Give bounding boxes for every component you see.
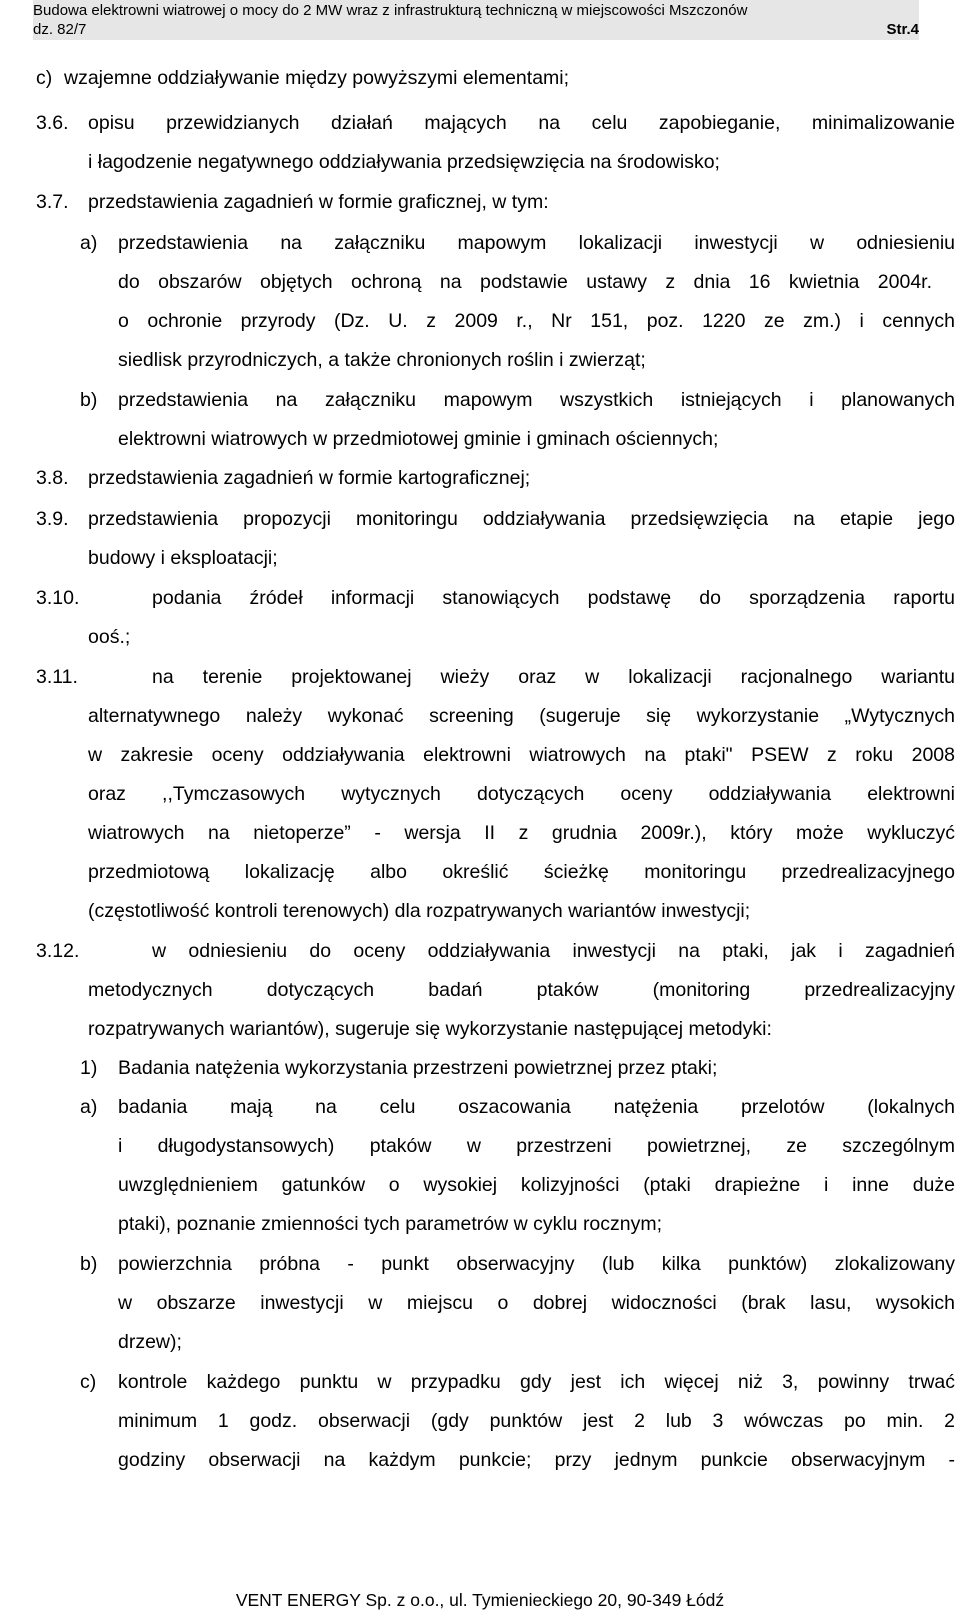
paragraph-line: przedmiotową lokalizację albo określić ścieżkę monitoringu przedrealizacyjnego bbox=[88, 861, 955, 883]
paragraph-line: kontrole każdego punktu w przypadku gdy jest ich więcej niż 3, powinny trwać bbox=[118, 1371, 955, 1393]
paragraph-line: ptaki), poznanie zmienności tych parametrów w cyklu rocznym; bbox=[118, 1213, 663, 1235]
paragraph-line: godziny obserwacji na każdym punkcie; przy jednym punkcie obserwacyjnym - bbox=[118, 1449, 955, 1471]
paragraph-line: w obszarze inwestycji w miejscu o dobrej widoczności (brak lasu, wysokich bbox=[118, 1292, 955, 1314]
section-number: 3.6. bbox=[36, 112, 69, 134]
paragraph-line: przedstawienia zagadnień w formie kartograficznej; bbox=[88, 467, 531, 489]
paragraph-line: minimum 1 godz. obserwacji (gdy punktów jest 2 lub 3 wówczas po min. 2 bbox=[118, 1410, 955, 1432]
paragraph-line: przedstawienia zagadnień w formie graficznej, w tym: bbox=[88, 191, 549, 213]
paragraph-line: opisu przewidzianych działań mających na celu zapobieganie, minimalizowanie bbox=[88, 112, 955, 134]
section-number: 3.7. bbox=[36, 191, 69, 213]
paragraph-line: ooś.; bbox=[88, 626, 131, 648]
section-number: 3.10. bbox=[36, 587, 80, 609]
paragraph-line: o ochronie przyrody (Dz. U. z 2009 r., Nr 151, poz. 1220 ze zm.) i cennych bbox=[118, 310, 955, 332]
list-label: c) bbox=[80, 1371, 97, 1393]
paragraph-line: badania mają na celu oszacowania natężenia przelotów (lokalnych bbox=[118, 1096, 955, 1118]
paragraph-line: drzew); bbox=[118, 1331, 182, 1353]
section-number: 3.12. bbox=[36, 940, 80, 962]
paragraph-line: rozpatrywanych wariantów), sugeruje się wykorzystanie następującej metodyki: bbox=[88, 1018, 772, 1040]
list-label: 1) bbox=[80, 1057, 98, 1079]
paragraph-line: powierzchnia próbna - punkt obserwacyjny (lub kilka punktów) zlokalizowany bbox=[118, 1253, 955, 1275]
list-label: c) bbox=[36, 67, 53, 89]
paragraph-line: przedstawienia na załączniku mapowym lokalizacji inwestycji w odniesieniu bbox=[118, 232, 955, 254]
list-item-text: wzajemne oddziaływanie między powyższymi elementami; bbox=[64, 67, 570, 89]
paragraph-line: i łagodzenie negatywnego oddziaływania przedsięwzięcia na środowisko; bbox=[88, 151, 720, 173]
paragraph-line: i długodystansowych) ptaków w przestrzeni powietrznej, ze szczególnym bbox=[118, 1135, 955, 1157]
paragraph-line: podania źródeł informacji stanowiących podstawę do sporządzenia raportu bbox=[152, 587, 955, 609]
list-label: a) bbox=[80, 232, 98, 254]
paragraph-line: oraz ,,Tymczasowych wytycznych dotyczących oceny oddziaływania elektrowni bbox=[88, 783, 955, 805]
section-number: 3.8. bbox=[36, 467, 69, 489]
paragraph-line: alternatywnego należy wykonać screening (sugeruje się wykorzystanie „Wytycznych bbox=[88, 705, 955, 727]
paragraph-line: Badania natężenia wykorzystania przestrzeni powietrznej przez ptaki; bbox=[118, 1057, 718, 1079]
paragraph-line: elektrowni wiatrowych w przedmiotowej gminie i gminach ościennych; bbox=[118, 428, 719, 450]
paragraph-line: budowy i eksploatacji; bbox=[88, 547, 278, 569]
page-footer bbox=[0, 1590, 960, 1611]
paragraph-line: (częstotliwość kontroli terenowych) dla rozpatrywanych wariantów inwestycji; bbox=[88, 900, 751, 922]
footer-address: VENT ENERGY Sp. z o.o., ul. Tymienieckiego 20, 90-349 Łódź bbox=[235, 1590, 725, 1610]
paragraph-line: wiatrowych na nietoperze” - wersja II z grudnia 2009r.), który może wykluczyć bbox=[88, 822, 955, 844]
page-header bbox=[33, 0, 919, 40]
list-label: b) bbox=[80, 1253, 98, 1275]
paragraph-line: do obszarów objętych ochroną na podstawie ustawy z dnia 16 kwietnia 2004r. bbox=[118, 271, 932, 293]
paragraph-line: w odniesieniu do oceny oddziaływania inwestycji na ptaki, jak i zagadnień bbox=[152, 940, 955, 962]
paragraph-line: na terenie projektowanej wieży oraz w lokalizacji racjonalnego wariantu bbox=[152, 666, 955, 688]
paragraph-line: siedlisk przyrodniczych, a także chronionych roślin i zwierząt; bbox=[118, 349, 646, 371]
document-title: Budowa elektrowni wiatrowej o mocy do 2 MW wraz z infrastrukturą techniczną w miejscowości Mszczonów bbox=[33, 2, 748, 19]
paragraph-line: przedstawienia propozycji monitoringu oddziaływania przedsięwzięcia na etapie jego bbox=[88, 508, 955, 530]
list-label: a) bbox=[80, 1096, 98, 1118]
list-label: b) bbox=[80, 389, 98, 411]
paragraph-line: uwzględnieniem gatunków o wysokiej kolizyjności (ptaki drapieżne i inne duże bbox=[118, 1174, 955, 1196]
page-number: Str.4 bbox=[886, 21, 919, 38]
paragraph-line: przedstawienia na załączniku mapowym wszystkich istniejących i planowanych bbox=[118, 389, 955, 411]
section-number: 3.9. bbox=[36, 508, 69, 530]
plot-number: dz. 82/7 bbox=[33, 21, 87, 38]
paragraph-line: metodycznych dotyczących badań ptaków (monitoring przedrealizacyjny bbox=[88, 979, 955, 1001]
paragraph-line: w zakresie oceny oddziaływania elektrowni wiatrowych na ptaki" PSEW z roku 2008 bbox=[88, 744, 955, 766]
section-number: 3.11. bbox=[36, 666, 78, 688]
